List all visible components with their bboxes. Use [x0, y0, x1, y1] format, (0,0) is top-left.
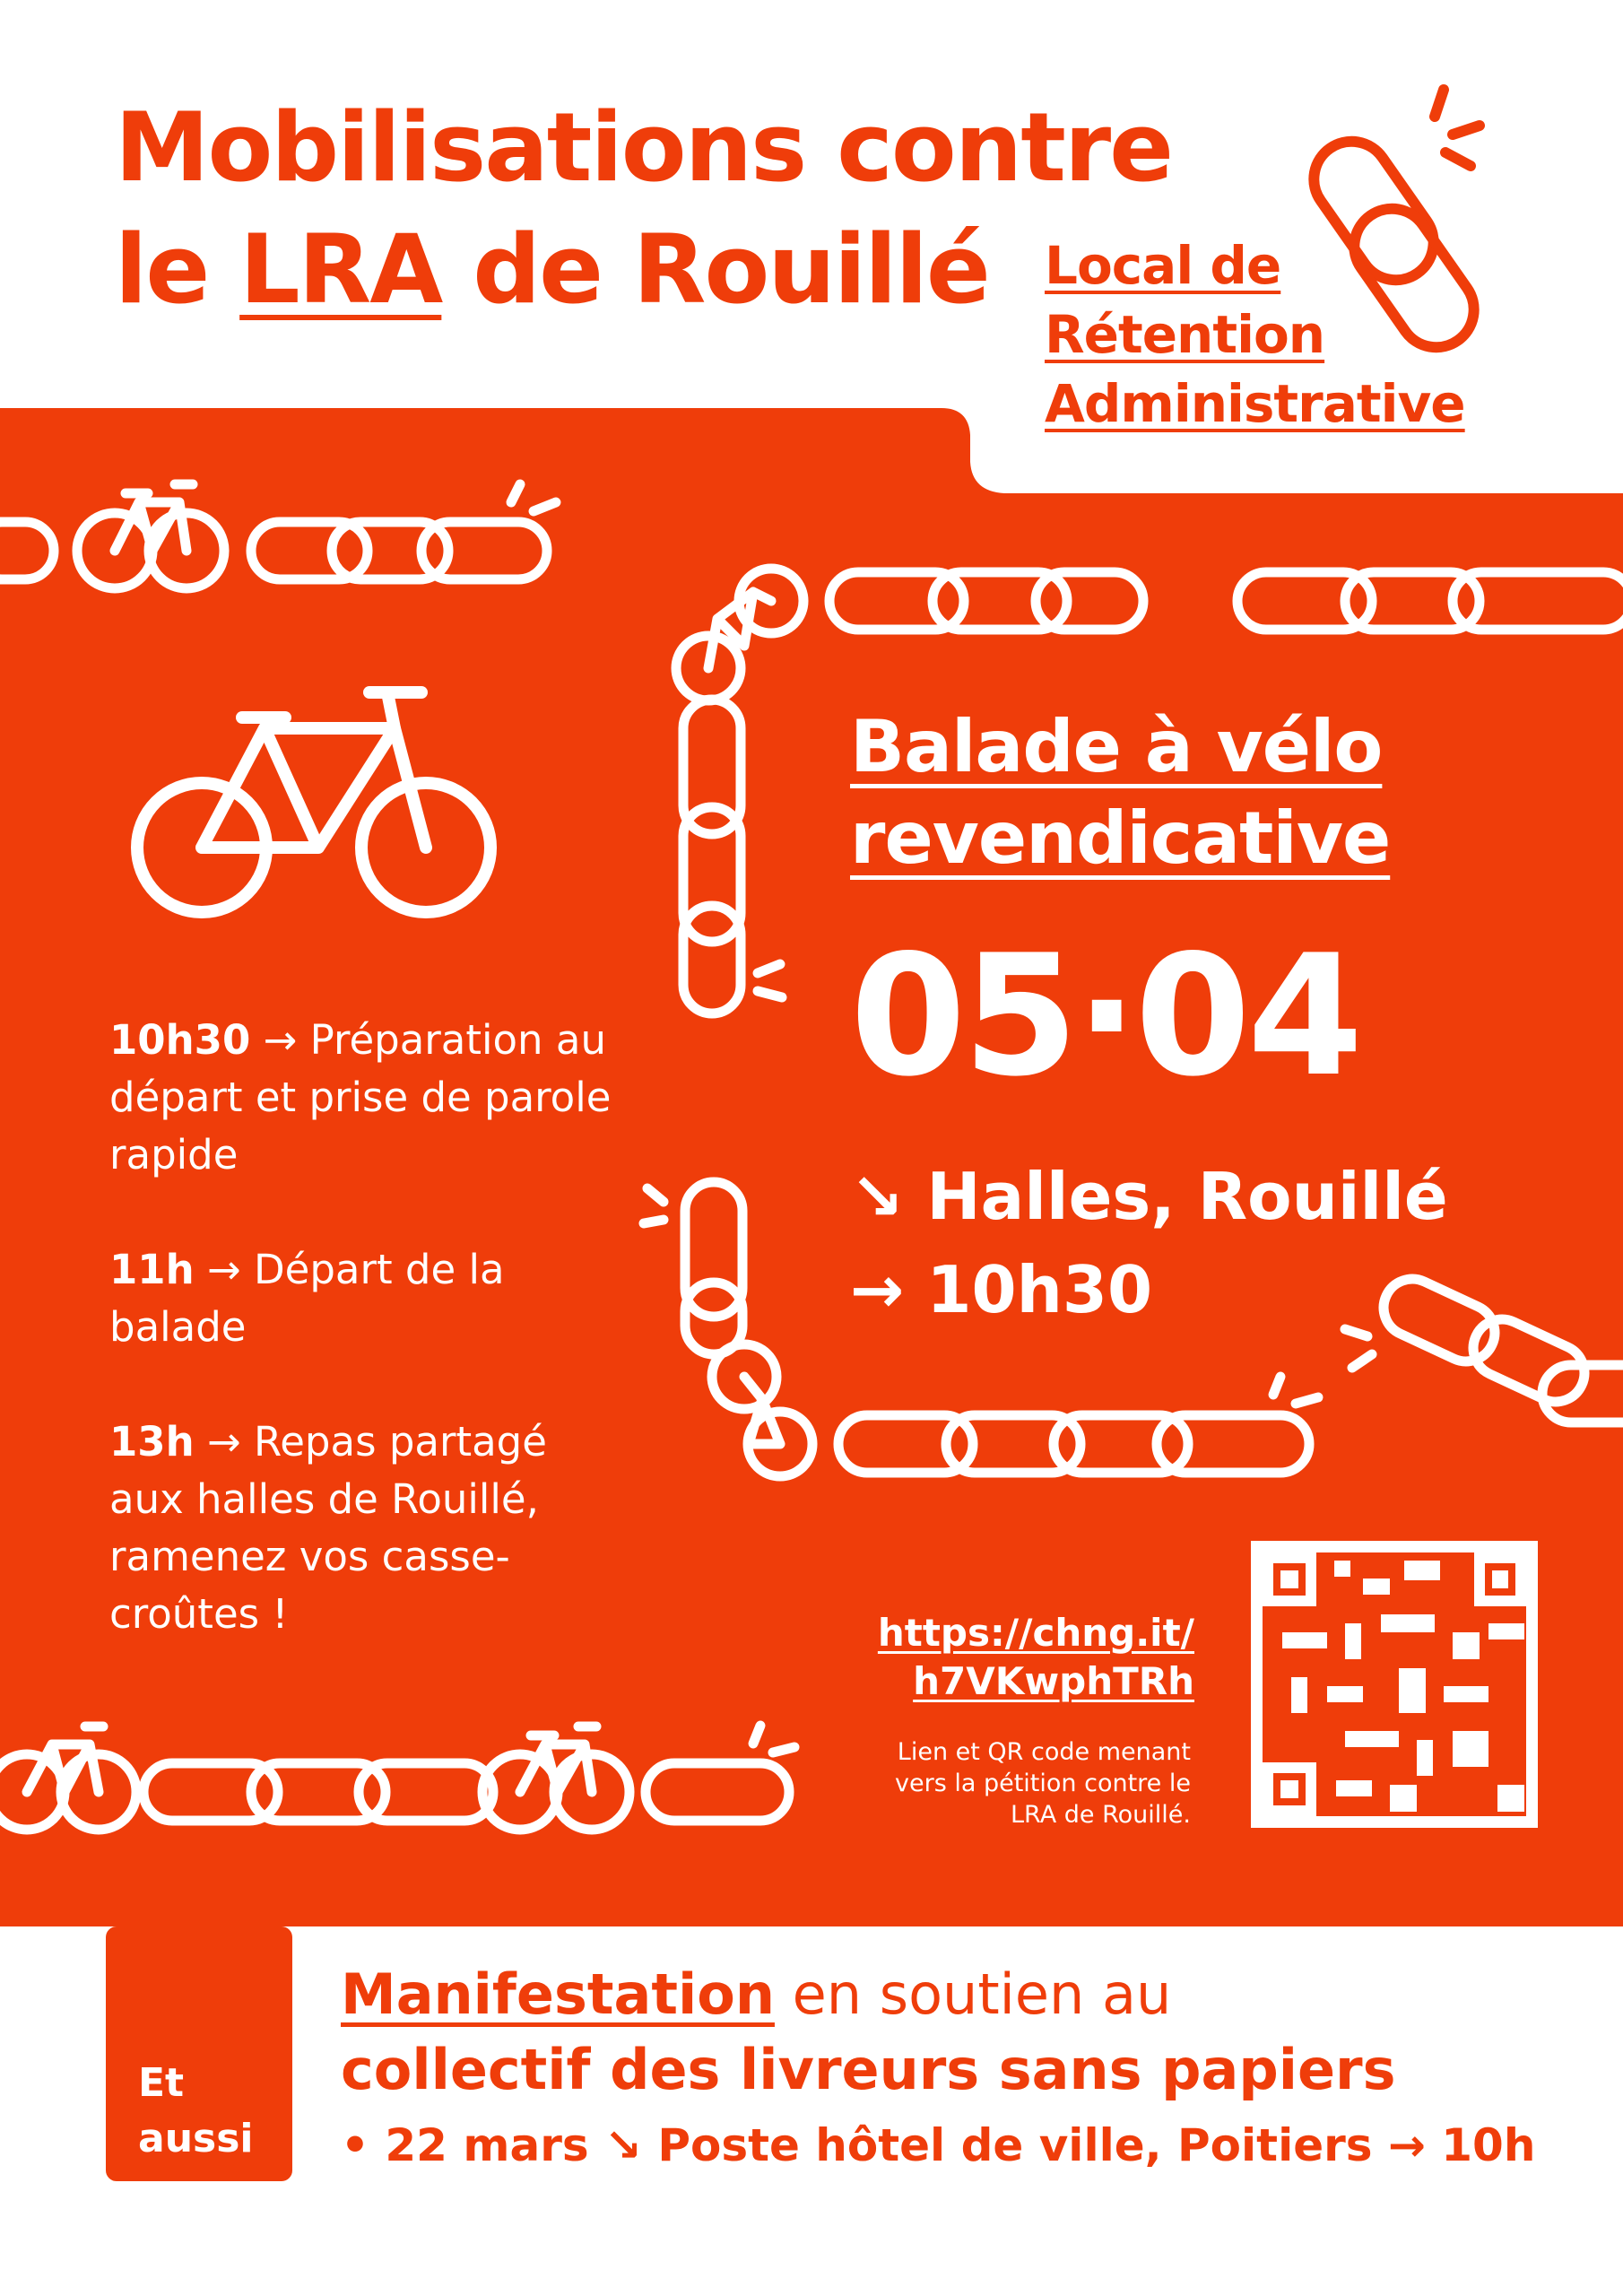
schedule-time: 13h	[109, 1418, 195, 1465]
title-lra: LRA	[239, 214, 442, 325]
schedule-text: → Préparation au départ et prise de parole rapide	[109, 1016, 612, 1178]
petition-link-line[interactable]: https://chng.it/	[877, 1611, 1194, 1655]
event-title-line: Balade à vélo	[850, 705, 1383, 788]
et-aussi-line: Et	[138, 2060, 185, 2106]
manif-collectif: collectif des livreurs sans papiers	[341, 2037, 1396, 2102]
lra-definition-line: Local de	[1045, 235, 1281, 296]
event-title-line: revendicative	[850, 796, 1391, 880]
manif-word: Manifestation	[341, 1961, 775, 2027]
schedule-text: → Repas partagé aux halles de Rouillé, ramenez vos casse-croûtes !	[109, 1418, 547, 1638]
manif-line-1	[341, 1957, 1535, 2032]
event-time: → 10h30	[850, 1252, 1153, 1327]
event-date: 05·04	[850, 918, 1360, 1113]
schedule	[109, 1012, 612, 1700]
qr-code	[1251, 1541, 1538, 1828]
schedule-item	[109, 1012, 612, 1184]
et-aussi-badge	[106, 1926, 292, 2181]
schedule-item	[109, 1241, 612, 1356]
manif-rest: en soutien au	[774, 1961, 1172, 2027]
event-place	[850, 1150, 1448, 1336]
schedule-item	[109, 1413, 612, 1643]
caption-line: Lien et QR code menant	[897, 1738, 1191, 1766]
schedule-time: 10h30	[109, 1016, 251, 1064]
event-title	[850, 701, 1390, 884]
manifestation-block	[341, 1957, 1535, 2183]
caption-line: LRA de Rouillé.	[1011, 1801, 1191, 1829]
title-line-2	[115, 214, 1172, 325]
schedule-text: → Départ de la balade	[109, 1246, 505, 1351]
petition-link-line[interactable]: h7VKwphTRh	[913, 1659, 1194, 1703]
lra-definition-line: Rétention	[1045, 304, 1325, 366]
manif-line-2	[341, 2032, 1535, 2108]
et-aussi-line: aussi	[138, 2116, 254, 2161]
petition-link[interactable]	[843, 1609, 1194, 1706]
caption-line: vers la pétition contre le	[895, 1770, 1191, 1797]
et-aussi-label	[138, 2056, 253, 2167]
title-suffix: de Rouillé	[441, 214, 989, 325]
event-location: ↘ Halles, Rouillé	[850, 1159, 1448, 1234]
title-prefix: le	[115, 214, 240, 325]
page-title	[115, 92, 1173, 325]
petition-caption	[843, 1736, 1191, 1831]
title-line-1: Mobilisations contre	[115, 92, 1173, 203]
lra-definition	[1045, 231, 1465, 439]
manif-details: • 22 mars ↘ Poste hôtel de ville, Poitiers → 10h	[341, 2119, 1536, 2171]
lra-definition-line: Administrative	[1045, 373, 1465, 435]
schedule-time: 11h	[109, 1246, 195, 1293]
